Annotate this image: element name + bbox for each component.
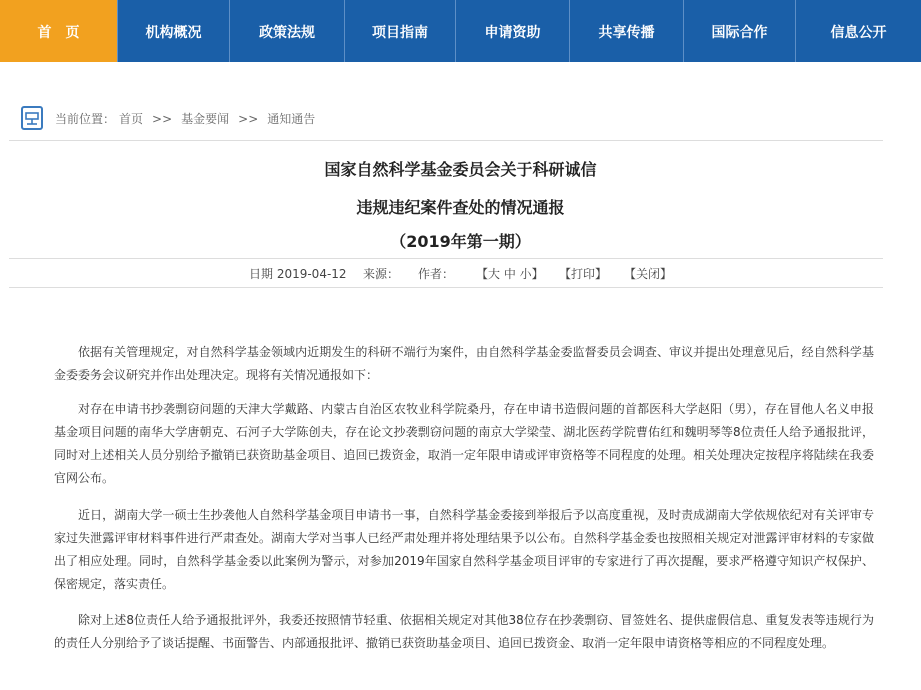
nav-item-organization[interactable]: 机构概况	[118, 0, 230, 62]
nav-item-info-disclosure[interactable]: 信息公开	[830, 25, 887, 41]
print-button[interactable]: 【打印】	[559, 267, 608, 281]
breadcrumb-separator: >>	[152, 112, 173, 126]
article-title-line3: （2019年第一期）	[390, 232, 531, 251]
breadcrumb-trail	[55, 110, 319, 127]
close-button[interactable]: 【关闭】	[624, 267, 673, 281]
font-size-toggle[interactable]: 【大 中 小】	[476, 267, 544, 281]
article-paragraph: 对存在申请书抄袭剽窃问题的天津大学戴路、内蒙古自治区农牧业科学院桑丹，存在申请书造假问题的首都医科大学赵阳（男），存在冒他人名义申报基金项目问题的南华大学唐朝克、石河子大学陈创夫，存在论文抄袭剽窃问题的南京大学梁莹、湖北医药学院曹佑红和魏明琴等8位责任人给予通报批评，同时对上述相关人员分别给予撤销已获资助基金项目、追回已拨资金，取消一定年限申请或评审资格等不同程度的处理。相关处理决定按程序将陆续在我委官网公布。	[54, 402, 874, 485]
nav-item-international[interactable]: 国际合作	[684, 0, 796, 62]
location-book-icon	[20, 106, 44, 132]
article-paragraph: 除对上述8位责任人给予通报批评外，我委还按照情节轻重、依据相关规定对其他38位存在抄袭剽窃、冒签姓名、提供虚假信息、重复发表等违规行为的责任人分别给予了谈话提醒、书面警告、内部通报批评、撤销已获资助基金项目、追回已拨资金、取消一定年限申请资格等相应的不同程度处理。	[54, 613, 874, 650]
breadcrumb-prefix: 当前位置：	[55, 112, 116, 126]
article-paragraph: 依据有关管理规定，对自然科学基金领域内近期发生的科研不端行为案件，由自然科学基金委监督委员会调查、审议并提出处理意见后，经自然科学基金委委务会议研究并作出处理决定。现将有关情况通报如下：	[54, 345, 874, 382]
nav-item-policies[interactable]: 政策法规	[230, 0, 345, 62]
article-title-line1: 国家自然科学基金委员会关于科研诚信	[324, 160, 597, 179]
nav-item-project-guide[interactable]: 项目指南	[345, 0, 456, 62]
article-source: 来源：	[363, 267, 400, 281]
nav-item-apply-funding[interactable]: 申请资助	[456, 0, 570, 62]
main-nav	[0, 0, 921, 62]
nav-item-sharing[interactable]: 共享传播	[570, 0, 684, 62]
article-paragraph: 近日，湖南大学一硕士生抄袭他人自然科学基金项目申请书一事，自然科学基金委接到举报后予以高度重视，及时责成湖南大学依规依纪对有关评审专家过失泄露评审材料事件进行严肃查处。湖南大学对当事人已经严肃处理并将处理结果予以公布。自然科学基金委也按照相关规定对泄露评审材料的专家做出了相应处理。同时，自然科学基金委以此案例为警示，对参加2019年国家自然科学基金项目评审的专家进行了再次提醒，要求严格遵守知识产权保护、保密规定，落实责任。	[54, 508, 874, 591]
breadcrumb-link-home[interactable]: 首页	[119, 112, 144, 126]
nav-item-home[interactable]: 首 页	[0, 0, 118, 62]
breadcrumb-link-news[interactable]: 基金要闻	[181, 112, 230, 126]
article-date: 日期 2019-04-12	[249, 267, 347, 281]
breadcrumb-separator: >>	[238, 112, 259, 126]
article-meta	[9, 258, 883, 288]
breadcrumb-link-notices[interactable]: 通知通告	[267, 112, 316, 126]
article-title-line2: 违规违纪案件查处的情况通报	[356, 198, 565, 217]
article-author: 作者：	[418, 267, 455, 281]
breadcrumb	[9, 104, 883, 141]
